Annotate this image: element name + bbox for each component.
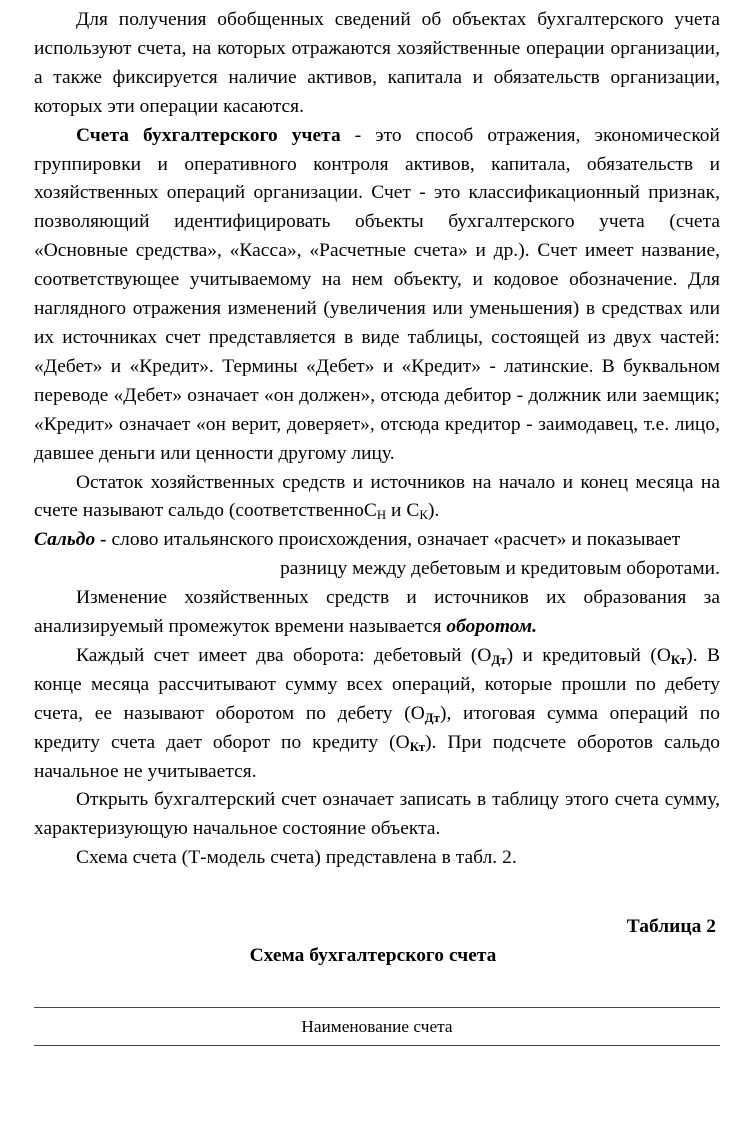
paragraph-5-text: Изменение хозяйственных средств и источников их образования за анализируемый промежуток времени называется — [34, 587, 720, 638]
saldo-end-subscript: К — [419, 508, 428, 523]
paragraph-3-text-a: Остаток хозяйственных средств и источников на начало и конец месяца на счете называют сальдо (соответственноС — [34, 471, 720, 522]
paragraph-4-text: слово итальянского происхождения, означает «расчет» и показывает — [106, 529, 681, 551]
paragraph-1: Для получения обобщенных сведений об объектах бухгалтерского учета используют счета, на которых отражаются хозяйственные операции организации, а также фиксируется наличие активов, капитала и обязательств организации, которых эти операции касаются. — [34, 9, 720, 117]
spacer-before-table-number — [34, 873, 720, 913]
paragraph-5 — [34, 584, 720, 642]
paragraph-2-text: - это способ отражения, экономической группировки и оперативного контроля активов, капитала, обязательств и хозяйственных операций организации. Счет - это классификационный признак, позволяющий идентифицировать объекты бухгалтерского учета (счета «Основные средства», «Касса», «Расчетные счета» и др.). Счет имеет название, соответствующее учитываемому на нем объекту, и кодовое обозначение. Для наглядного отражения изменений (увеличения или уменьшения) в средствах или их источниках счет представляется в виде таблицы, состоящей из двух частей: «Дебет» и «Кредит». Термины «Дебет» и «Кредит» - латинские. В буквальном переводе «Дебет» означает «он должен», отсюда дебитор - должник или заемщик; «Кредит» означает «он верит, доверяет», отсюда кредитор - заимодавец, т.е. лицо, давшее деньги или ценности другому лицу. — [34, 124, 720, 464]
account-scheme-table — [34, 1007, 720, 1046]
paragraph-6-seg-4: ), итоговая сумма операций по кредиту счета дает оборот по кредиту (О — [34, 702, 720, 753]
table-number-caption: Таблица 2 — [626, 916, 716, 938]
account-scheme-table-body — [34, 1008, 720, 1046]
paragraph-4-forced-line: разницу между дебетовым и кредитовым оборотами. — [280, 558, 720, 580]
paragraph-7: Открыть бухгалтерский счет означает записать в таблицу этого счета сумму, характеризующую начальное состояние объекта. — [34, 789, 720, 840]
paragraph-6-seg-5: ). При подсчете оборотов сальдо начальное не учитывается. — [34, 731, 720, 782]
paragraph-3-text-b: и С — [386, 500, 420, 522]
paragraph-3 — [34, 469, 720, 527]
credit-turnover-subscript-1: Кт — [670, 652, 687, 667]
paragraph-5-emphasis-oborot: оборотом. — [446, 616, 537, 638]
paragraph-2-lead-term: Счета бухгалтерского учета — [76, 124, 341, 146]
paragraph-4-saldo-definition — [34, 526, 720, 584]
saldo-begin-subscript: Н — [376, 508, 387, 523]
table-row — [34, 1008, 720, 1046]
paragraph-6-seg-3: ). В конце месяца рассчитывают сумму всех операций, которые прошли по дебету счета, ее называют оборотом по дебету (О — [34, 644, 720, 724]
debit-turnover-subscript-1: Дт — [491, 652, 507, 667]
paragraph-6-seg-1: Каждый счет имеет два оборота: дебетовый (О — [76, 644, 492, 666]
document-body — [34, 6, 720, 1046]
credit-turnover-subscript-2: Кт — [409, 739, 426, 754]
paragraph-6-seg-2: ) и кредитовый (О — [506, 644, 671, 666]
paragraph-8: Схема счета (Т-модель счета) представлена в табл. 2. — [76, 847, 517, 869]
debit-turnover-subscript-2: Дт — [424, 710, 440, 725]
paragraph-4-lead-term: Сальдо - — [34, 529, 107, 551]
table-title-caption: Схема бухгалтерского счета — [249, 945, 497, 967]
paragraph-6 — [34, 642, 720, 787]
paragraph-2 — [34, 122, 720, 469]
paragraph-3-text-c: ). — [427, 500, 440, 522]
spacer-after-table-title — [34, 971, 720, 1007]
table-cell-account-name: Наименование счета — [34, 1008, 720, 1046]
